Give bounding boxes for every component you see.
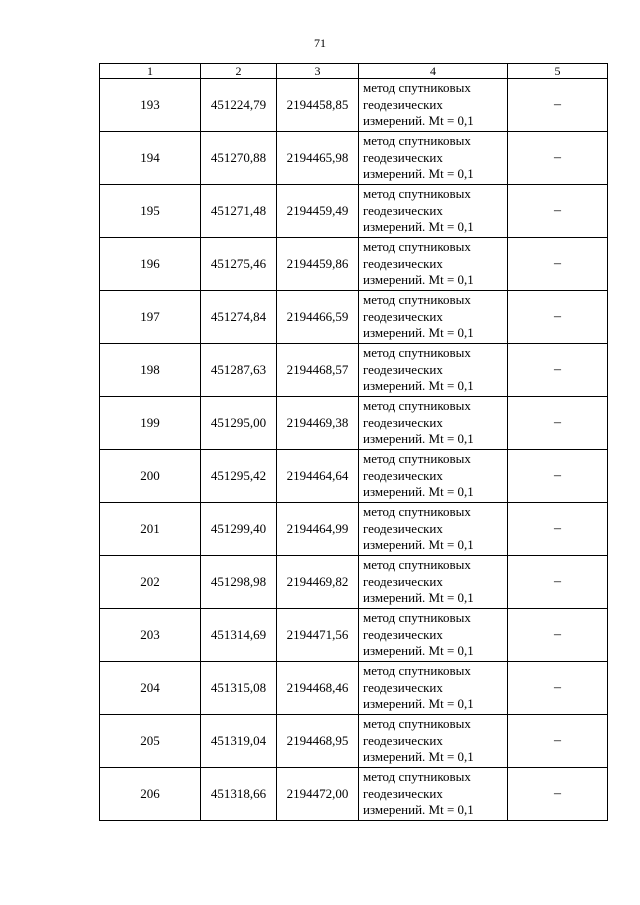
x-coordinate-cell: 451224,79 (201, 79, 277, 132)
note-cell: – (508, 397, 608, 450)
note-cell: – (508, 132, 608, 185)
point-number-cell: 202 (100, 556, 201, 609)
point-number-cell: 204 (100, 662, 201, 715)
x-coordinate-cell: 451295,42 (201, 450, 277, 503)
point-number-cell: 198 (100, 344, 201, 397)
table-row (100, 556, 608, 609)
column-header-2: 2 (201, 64, 277, 79)
x-coordinate-cell: 451298,98 (201, 556, 277, 609)
point-number-cell: 203 (100, 609, 201, 662)
coordinates-table (99, 63, 608, 821)
method-line-1: метод спутниковых (363, 345, 471, 361)
y-coordinate-cell: 2194465,98 (277, 132, 359, 185)
method-line-2: геодезических (363, 96, 443, 112)
method-line-2: геодезических (363, 361, 443, 377)
method-cell (359, 344, 508, 397)
method-cell (359, 662, 508, 715)
note-cell: – (508, 662, 608, 715)
method-line-3: измерений. Mt = 0,1 (363, 166, 474, 182)
method-line-3: измерений. Mt = 0,1 (363, 484, 474, 500)
point-number-cell: 199 (100, 397, 201, 450)
x-coordinate-cell: 451319,04 (201, 715, 277, 768)
method-cell (359, 132, 508, 185)
table-row (100, 132, 608, 185)
table-row (100, 768, 608, 821)
table-row (100, 715, 608, 768)
x-coordinate-cell: 451275,46 (201, 238, 277, 291)
method-cell (359, 609, 508, 662)
table-row (100, 609, 608, 662)
method-line-3: измерений. Mt = 0,1 (363, 378, 474, 394)
y-coordinate-cell: 2194466,59 (277, 291, 359, 344)
method-cell (359, 79, 508, 132)
method-line-1: метод спутниковых (363, 398, 471, 414)
method-line-2: геодезических (363, 573, 443, 589)
x-coordinate-cell: 451315,08 (201, 662, 277, 715)
point-number-cell: 197 (100, 291, 201, 344)
table-body (100, 79, 608, 821)
y-coordinate-cell: 2194458,85 (277, 79, 359, 132)
method-line-2: геодезических (363, 732, 443, 748)
method-cell (359, 397, 508, 450)
note-cell: – (508, 768, 608, 821)
method-cell (359, 556, 508, 609)
method-cell (359, 185, 508, 238)
point-number-cell: 200 (100, 450, 201, 503)
method-line-3: измерений. Mt = 0,1 (363, 749, 474, 765)
point-number-cell: 196 (100, 238, 201, 291)
x-coordinate-cell: 451314,69 (201, 609, 277, 662)
y-coordinate-cell: 2194471,56 (277, 609, 359, 662)
column-header-5: 5 (508, 64, 608, 79)
method-line-2: геодезических (363, 626, 443, 642)
x-coordinate-cell: 451274,84 (201, 291, 277, 344)
method-line-2: геодезических (363, 520, 443, 536)
y-coordinate-cell: 2194469,82 (277, 556, 359, 609)
note-cell: – (508, 715, 608, 768)
table-row (100, 397, 608, 450)
x-coordinate-cell: 451287,63 (201, 344, 277, 397)
method-cell (359, 503, 508, 556)
method-line-2: геодезических (363, 202, 443, 218)
method-line-3: измерений. Mt = 0,1 (363, 643, 474, 659)
method-line-1: метод спутниковых (363, 769, 471, 785)
method-cell (359, 768, 508, 821)
y-coordinate-cell: 2194459,86 (277, 238, 359, 291)
note-cell: – (508, 79, 608, 132)
method-line-1: метод спутниковых (363, 239, 471, 255)
method-line-3: измерений. Mt = 0,1 (363, 537, 474, 553)
method-line-3: измерений. Mt = 0,1 (363, 590, 474, 606)
method-line-2: геодезических (363, 414, 443, 430)
note-cell: – (508, 503, 608, 556)
method-line-2: геодезических (363, 679, 443, 695)
note-cell: – (508, 238, 608, 291)
method-cell (359, 715, 508, 768)
table-row (100, 503, 608, 556)
table-row (100, 291, 608, 344)
column-header-4: 4 (359, 64, 508, 79)
x-coordinate-cell: 451318,66 (201, 768, 277, 821)
table-row (100, 344, 608, 397)
method-line-1: метод спутниковых (363, 133, 471, 149)
note-cell: – (508, 291, 608, 344)
table-row (100, 238, 608, 291)
y-coordinate-cell: 2194459,49 (277, 185, 359, 238)
method-line-1: метод спутниковых (363, 451, 471, 467)
method-cell (359, 450, 508, 503)
method-cell (359, 238, 508, 291)
y-coordinate-cell: 2194469,38 (277, 397, 359, 450)
point-number-cell: 205 (100, 715, 201, 768)
note-cell: – (508, 344, 608, 397)
table-row (100, 185, 608, 238)
method-line-1: метод спутниковых (363, 557, 471, 573)
y-coordinate-cell: 2194464,99 (277, 503, 359, 556)
method-line-1: метод спутниковых (363, 186, 471, 202)
note-cell: – (508, 185, 608, 238)
y-coordinate-cell: 2194468,46 (277, 662, 359, 715)
method-line-3: измерений. Mt = 0,1 (363, 325, 474, 341)
method-cell (359, 291, 508, 344)
y-coordinate-cell: 2194468,57 (277, 344, 359, 397)
y-coordinate-cell: 2194472,00 (277, 768, 359, 821)
point-number-cell: 193 (100, 79, 201, 132)
y-coordinate-cell: 2194464,64 (277, 450, 359, 503)
table-header-row (100, 64, 608, 79)
y-coordinate-cell: 2194468,95 (277, 715, 359, 768)
column-header-3: 3 (277, 64, 359, 79)
method-line-3: измерений. Mt = 0,1 (363, 802, 474, 818)
method-line-1: метод спутниковых (363, 663, 471, 679)
method-line-1: метод спутниковых (363, 292, 471, 308)
table-row (100, 662, 608, 715)
table-row (100, 79, 608, 132)
method-line-2: геодезических (363, 149, 443, 165)
table-row (100, 450, 608, 503)
method-line-1: метод спутниковых (363, 610, 471, 626)
method-line-3: измерений. Mt = 0,1 (363, 272, 474, 288)
note-cell: – (508, 609, 608, 662)
method-line-2: геодезических (363, 467, 443, 483)
method-line-1: метод спутниковых (363, 80, 471, 96)
method-line-3: измерений. Mt = 0,1 (363, 696, 474, 712)
method-line-2: геодезических (363, 308, 443, 324)
method-line-1: метод спутниковых (363, 504, 471, 520)
point-number-cell: 195 (100, 185, 201, 238)
method-line-2: геодезических (363, 255, 443, 271)
method-line-3: измерений. Mt = 0,1 (363, 431, 474, 447)
x-coordinate-cell: 451299,40 (201, 503, 277, 556)
page-number: 71 (314, 36, 326, 50)
point-number-cell: 194 (100, 132, 201, 185)
point-number-cell: 201 (100, 503, 201, 556)
method-line-3: измерений. Mt = 0,1 (363, 113, 474, 129)
method-line-2: геодезических (363, 785, 443, 801)
method-line-1: метод спутниковых (363, 716, 471, 732)
x-coordinate-cell: 451271,48 (201, 185, 277, 238)
note-cell: – (508, 556, 608, 609)
column-header-1: 1 (100, 64, 201, 79)
point-number-cell: 206 (100, 768, 201, 821)
x-coordinate-cell: 451270,88 (201, 132, 277, 185)
note-cell: – (508, 450, 608, 503)
method-line-3: измерений. Mt = 0,1 (363, 219, 474, 235)
x-coordinate-cell: 451295,00 (201, 397, 277, 450)
